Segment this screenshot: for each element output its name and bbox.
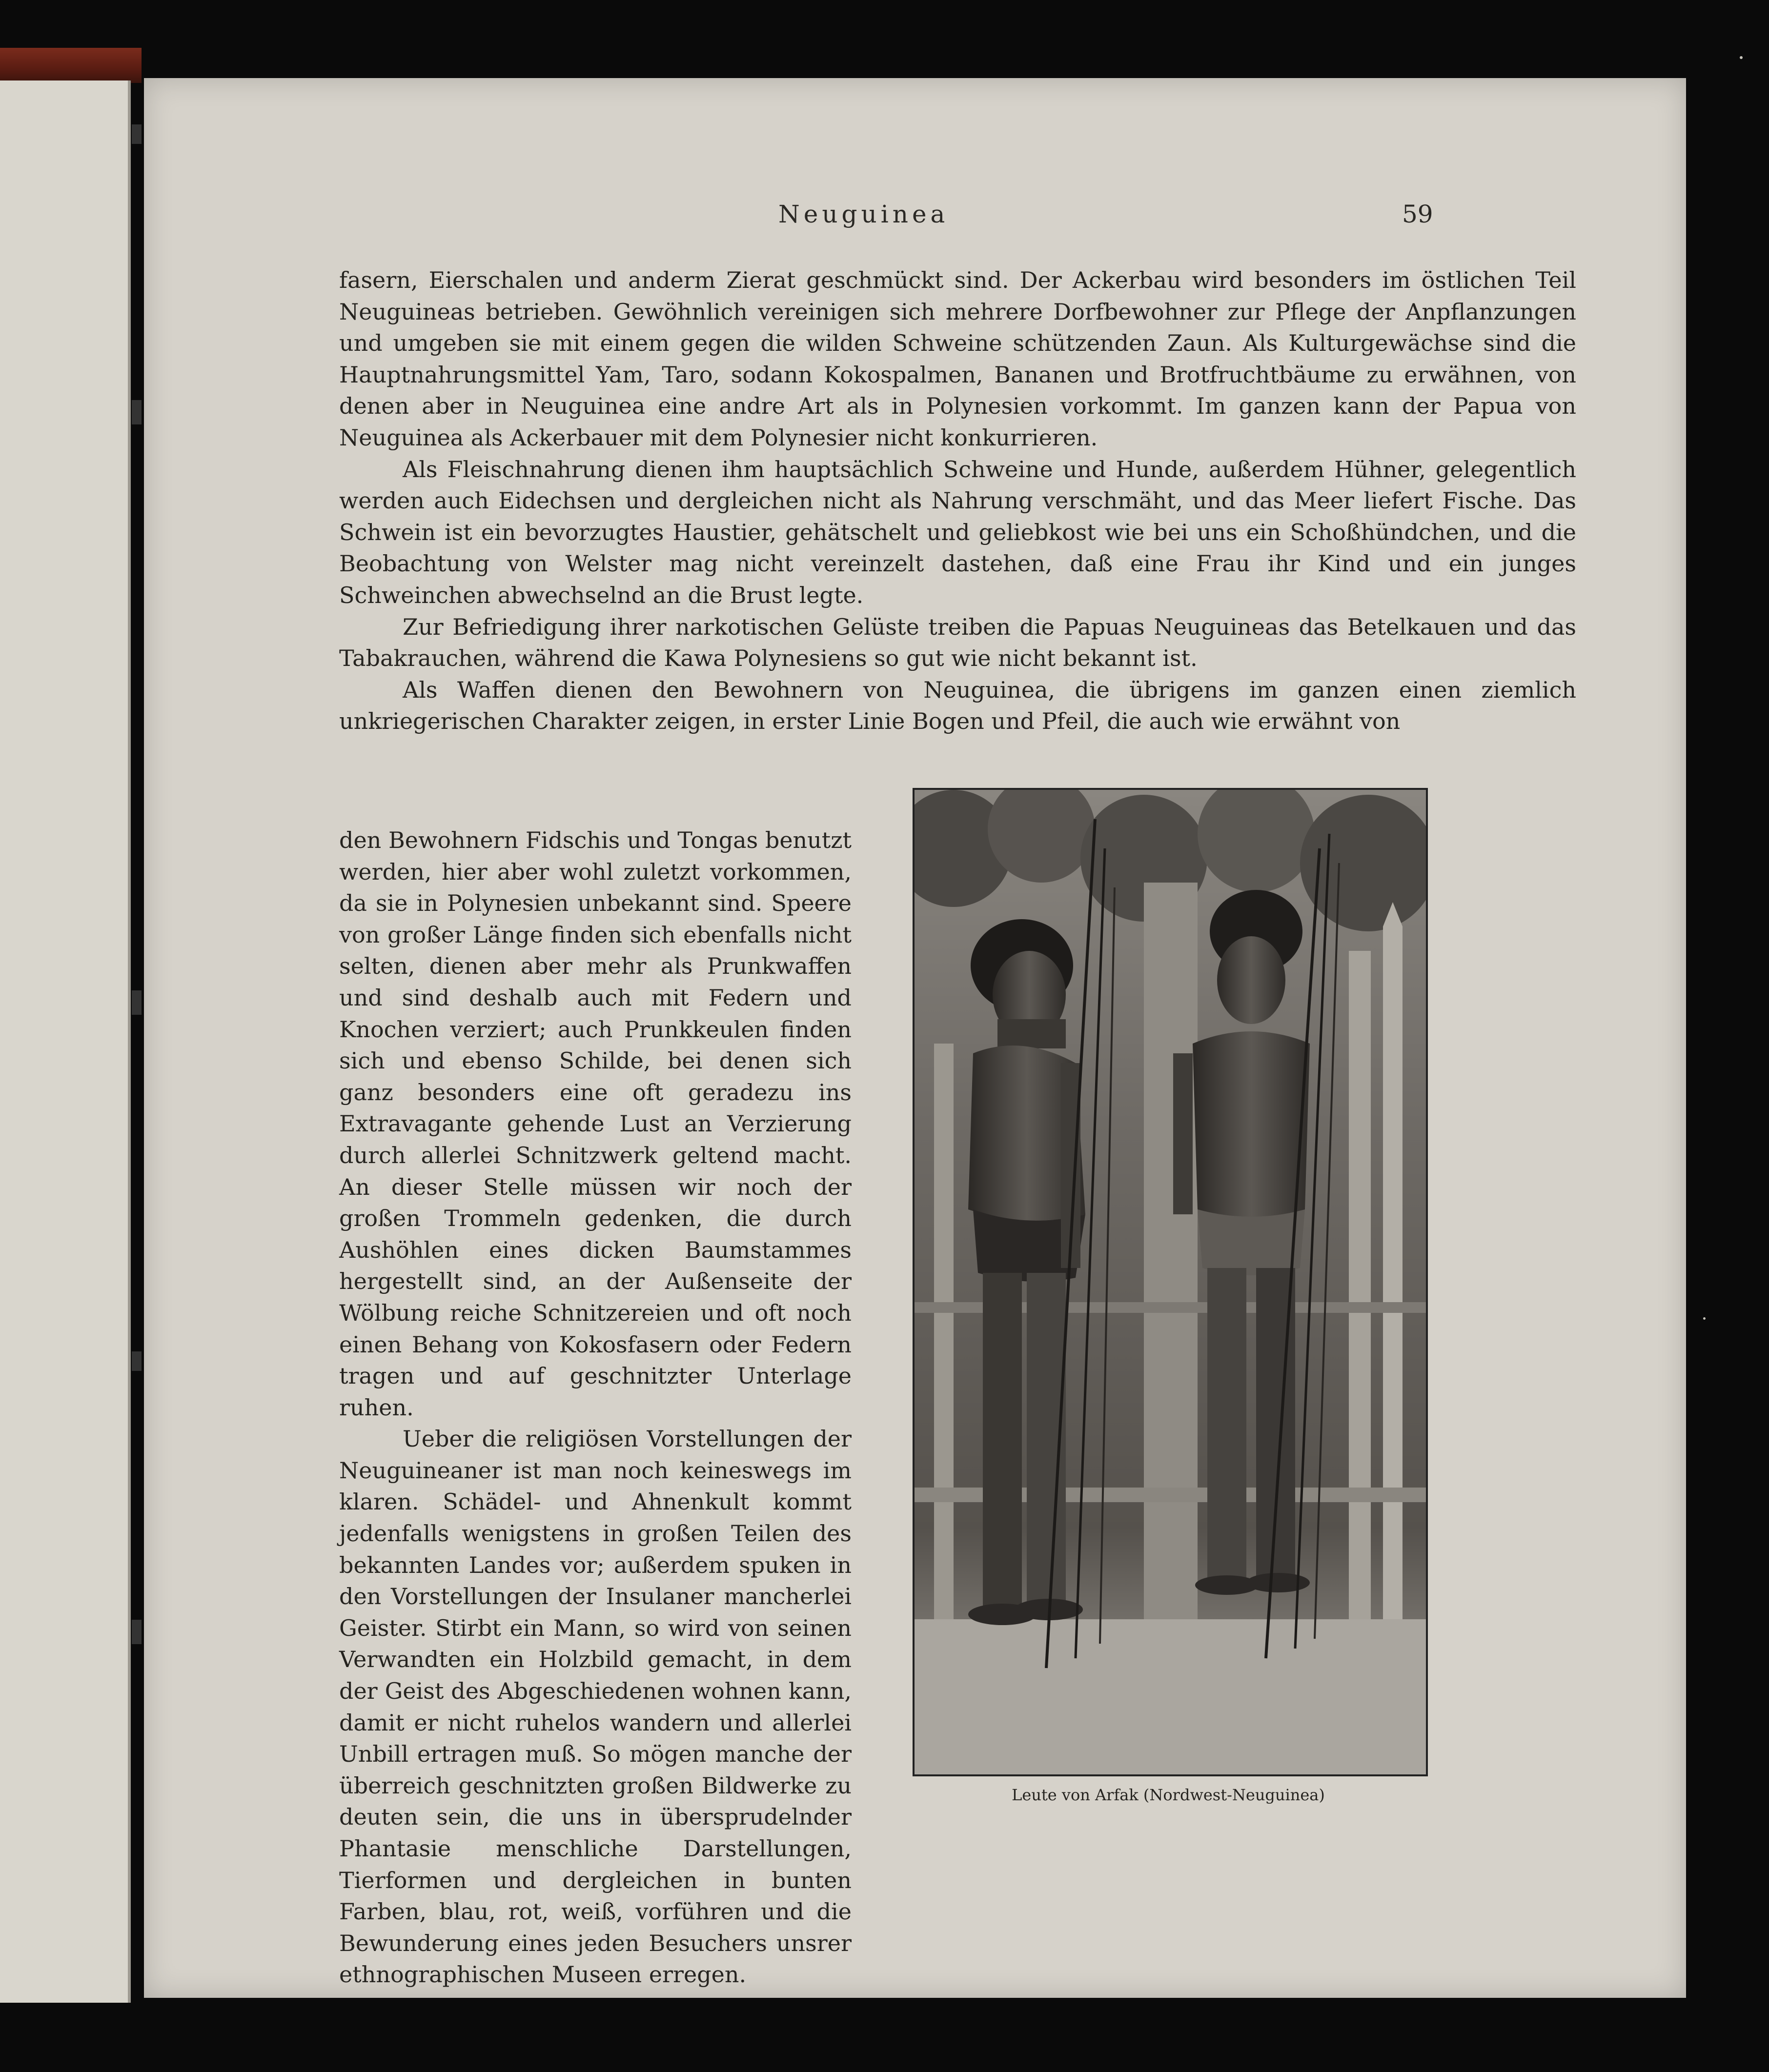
- book-page: [144, 78, 1686, 1998]
- book-cover-edge: [0, 48, 142, 83]
- body-text-full-width: [339, 264, 1576, 737]
- paragraph: Zur Befriedigung ihrer narkotischen Gelüste treiben die Papuas Neuguineas das Betelkauen und das Tabakrauchen, während die Kawa Polynesiens so gut wie nicht bekannt ist.: [339, 613, 1576, 672]
- page-number: 59: [1402, 200, 1433, 228]
- binding-thread: [132, 124, 142, 144]
- binding-thread: [132, 1351, 142, 1371]
- paragraph: Als Waffen dienen den Bewohnern von Neuguinea, die übrigens im ganzen einen ziemlich unkriegerischen Charakter zeigen, in erster Linie Bogen und Pfeil, die auch wie erwähnt von: [339, 676, 1576, 735]
- binding-thread: [132, 1620, 142, 1644]
- paragraph: Ueber die religiösen Vorstellungen der Neuguineaner ist man noch keineswegs im klaren. Schädel- und Ahnenkult kommt jedenfalls wenigstens in großen Teilen des bekannten Landes vor; außerdem spuken in den Vorstellungen der Insulaner mancherlei Geister. Stirbt ein Mann, so wird von seinen Verwandten ein Holzbild gemacht, in dem der Geist des Abgeschiedenen wohnen kann, damit er nicht ruhelos wandern und allerlei Unbill ertragen muß. So mögen manche der überreich geschnitzten großen Bildwerke zu deuten sein, die uns in übersprudelnder Phantasie menschliche Darstellungen, Tierformen und dergleichen in bunten Farben, blau, rot, weiß, vorführen und die Bewunderung eines jeden Besuchers unsrer ethnographischen Museen erregen.: [339, 1426, 852, 1988]
- scan-speck: [1703, 1317, 1706, 1320]
- binding-thread: [132, 400, 142, 424]
- page-header: [144, 200, 1686, 239]
- binding-thread: [132, 990, 142, 1015]
- running-title: Neuguinea: [778, 200, 949, 228]
- photograph-image: [915, 790, 1426, 1774]
- paragraph: fasern, Eierschalen und anderm Zierat geschmückt sind. Der Ackerbau wird besonders im östlichen Teil Neuguineas betrieben. Gewöhnlich vereinigen sich mehrere Dorfbewohner zur Pflege der Anpflanzungen und umgeben sie mit einem gegen die wilden Schweine schützenden Zaun. Als Kulturgewächse sind die Hauptnahrungsmittel Yam, Taro, sodann Kokospalmen, Bananen und Brotfruchtbäume zu erwähnen, von denen aber in Neuguinea eine andre Art als in Polynesien vorkommt. Im ganzen kann der Papua von Neuguinea als Ackerbauer mit dem Polynesier nicht konkurrieren.: [339, 267, 1576, 451]
- paragraph: den Bewohnern Fidschis und Tongas benutzt werden, hier aber wohl zuletzt vorkommen, da sie in Polynesien unbekannt sind. Speere von großer Länge finden sich ebenfalls nicht selten, dienen aber mehr als Prunkwaffen und sind deshalb auch mit Federn und Knochen verziert; auch Prunkkeulen finden sich und ebenso Schilde, bei denen sich ganz besonders eine oft geradezu ins Extravagante gehende Lust an Verzierung durch allerlei Schnitzwerk geltend macht. An dieser Stelle müssen wir noch der großen Trommeln gedenken, die durch Aushöhlen eines dicken Baumstammes hergestellt sind, an der Außenseite der Wölbung reiche Schnitzereien und oft noch einen Behang von Kokosfasern oder Federn tragen und auf geschnitzter Unterlage ruhen.: [339, 827, 852, 1421]
- photograph: [913, 788, 1428, 1776]
- facing-page-edge: [0, 80, 131, 2003]
- figure-caption: Leute von Arfak (Nordwest-Neuguinea): [1012, 1786, 1325, 1804]
- body-text-column: [339, 825, 852, 1991]
- paragraph: Als Fleischnahrung dienen ihm hauptsächlich Schweine und Hunde, außerdem Hühner, gelegentlich werden auch Eidechsen und dergleichen nicht als Nahrung verschmäht, und das Meer liefert Fische. Das Schwein ist ein bevorzugtes Haustier, gehätschelt und geliebkost wie bei uns ein Schoßhündchen, und die Beobachtung von Welster mag nicht vereinzelt dastehen, daß eine Frau ihr Kind und ein junges Schweinchen abwechselnd an die Brust legte.: [339, 456, 1576, 608]
- scan-speck: [1740, 56, 1743, 59]
